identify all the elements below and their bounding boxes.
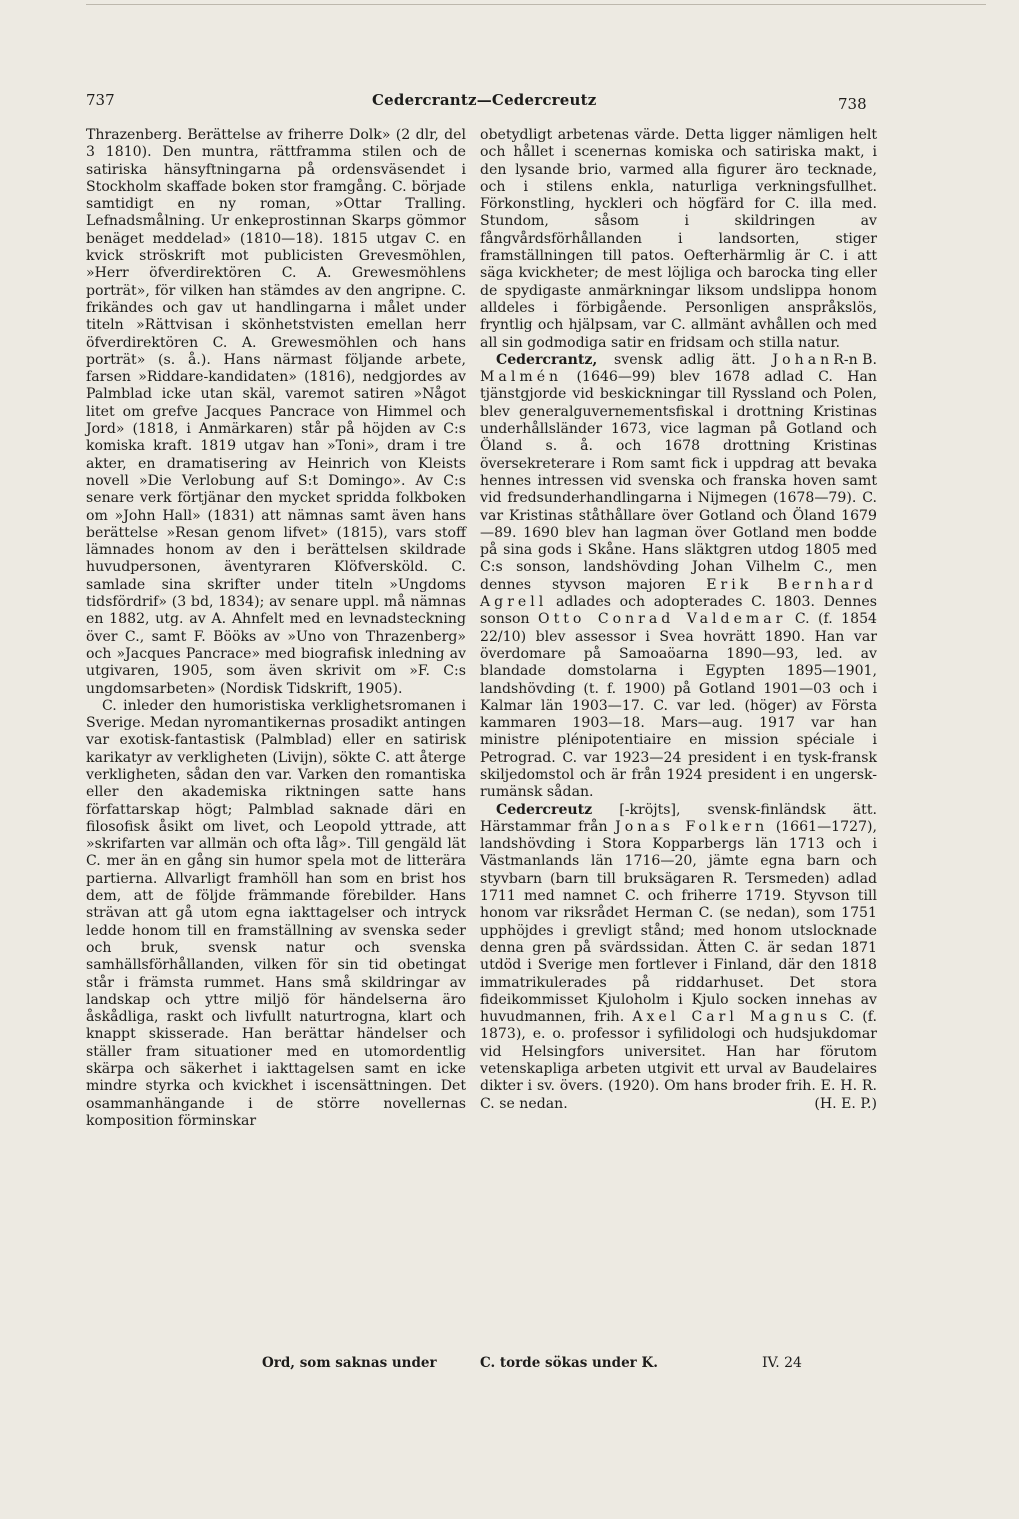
entry-headword: Cedercreutz [496,801,593,818]
person-name: Erik Bernhard Agrell [480,576,877,611]
paragraph: C. inleder den humoristiska verklighetsromanen i Sverige. Medan nyromantikernas prosadikt antingen var exotisk-fantastisk (Palmblad) eller en satirisk karikatyr av verkligheten (Livijn), sökte C. att återge verkligheten, sådan den var. Varken den romantiska eller den akademiska riktningen satte hans författarskap högt; Palmblad saknade däri en filosofisk åsikt om livet, och Leopold yttrade, att »skrifarten var allmän och ofta låg». Till gengäld lät C. mer än en gång sin humor spela mot de litterära partierna. Allvarligt framhöll han som en brist hos dem, att de följde främmande förebilder. Hans strävan att gå utom egna iakttagelser och intryck ledde honom till en framställning av svenska seder och bruk, svensk natur och svenska samhällsförhållanden, vilken för sin tid obetingat står i främsta rummet. Hans små skildringar av landskap och yttre miljö för händelserna äro åskådliga, raskt och livfullt naturtrogna, klart och knappt skisserade. Han berättar händelser och ställer fram situationer med en utomordentlig skärpa och säkerhet i iakttagelsen samt en icke mindre styrka och kvickhet i iscensättningen. Det osammanhängande i de större novellernas komposition förminskar [86,697,466,1129]
person-name: Johan Malmén [480,351,834,386]
running-head: Cedercrantz—Cedercreutz [372,91,597,109]
left-page-number: 737 [86,91,115,109]
entry-text: (1661—1727), landshövding i Stora Kopparbergs län 1713 och i Västmanlands län 1716—20, jämte egna barn och styvbarn (barn till bruksägaren R. Tersmeden) adlad 1711 med namnet C. och friherre 1719. Styvson till honom var riksrådet Herman C. (se nedan), som 1751 upphöjdes i grevligt stånd; med honom utslocknade denna gren på svärdssidan. Ätten C. är sedan 1871 utdöd i Sverige men fortlever i Finland, där den 1818 immatrikulerades på riddarhuset. Det stora fideikommisset Kjuloholm i Kjulo socken innehas av huvudmannen, frih. [480,818,878,1026]
entry-text: [-kröjts], svensk-finländsk ätt. Härstammar från [480,801,877,835]
author-signature: (H. E. P.) [814,1095,877,1112]
top-edge-line [86,4,986,5]
right-page-number: 738 [838,95,867,113]
entry-headword: Cedercrantz, [496,351,598,368]
left-column [86,127,466,1130]
entry-text: C. (f. 1854 22/10) blev assessor i Svea hovrätt 1890. Han var överdomare på Samoaöarna 1890—93, led. av blandade domstolarna i Egypten 1895—1901, landshövding (t. f. 1900) på Gotland 1901—03 och i Kalmar län 1903—17. C. var led. (höger) av Första kammaren 1903—18. Mars—aug. 1917 var han ministre plénipotentiaire en mission spéciale i Petrograd. C. var 1923—24 president i en tysk-fransk skiljedomstol och är från 1924 president i en ungersk-rumänsk sådan. [480,611,878,801]
entry-text: svensk adlig ätt. [614,351,756,368]
paragraph: Thrazenberg. Berättelse av friherre Dolk» (2 dlr, del 3 1810). Den muntra, rättframma stilen och de satiriska hänsyftningarna på ordensväsendet i Stockholm skaffade boken stor framgång. C. började samtidigt en ny roman, »Ottar Tralling. Lefnadsmålning. Ur enkeprostinnan Skarps gömmor benäget meddelad» (1810—18). 1815 utgav C. en kvick ströskrift mot publicisten Grevesmöhlen, »Herr öfverdirektören C. A. Grewesmöhlens porträt», för vilken han stämdes av den angripne. C. frikändes och gav ut handlingarna i målet under titeln »Rättvisan i skönhetstvisten emellan herr öfverdirektören C. A. Grewesmöhlen och hans porträt» (s. å.). Hans närmast följande arbete, farsen »Riddare-kandidaten» (1816), nedgjordes av Palmblad icke utan skäl, varemot satiren »Något litet om grefve Jacques Pancrace von Himmel och Jord» (1818, i Anmärkaren) står på höjden av C:s komiska kraft. 1819 utgav han »Toni», dram i tre akter, en dramatisering av Heinrich von Kleists novell »Die Verlobung auf S:t Domingo». Av C:s senare verk förtjänar den mycket spridda folkboken om »John Hall» (1831) att nämnas samt även hans berättelse »Resan genom lifvet» (1815), vars stoff lämnades honom av den i berättelsen skildrade huvudpersonen, äventyraren Klöfversköld. C. samlade sina skrifter under titeln »Ungdoms tidsfördrif» (3 bd, 1834); av senare uppl. må nämnas en 1882, utg. av A. Ahnfelt med en levnadsteckning över C., samt F. Bööks av »Uno von Thrazenberg» och »Jacques Pancrace» med biografisk inledning av utgivaren, 1905, som även skrivit om »F. C:s ungdomsarbeten» (Nordisk Tidskrift, 1905). [86,127,466,697]
footer-note-right: C. torde sökas under K. [480,1355,658,1371]
entry-cedercreutz [480,802,877,1113]
entry-text: (1646—99) blev 1678 adlad C. Han tjänstgjorde vid beskickningar till Ryssland och Polen, blev generalguvernementsfiskal i drottning Kristinas underhållsländer 1673, vice lagman på Gotland och Öland s. å. och 1678 drottning Kristinas översekreterare i Rom samt fick i uppdrag att bevaka hennes intressen vid svenska och franska hoven samt vid fredsunderhandlingarna i Nijmegen (1678—79). C. var Kristinas ståthållare över Gotland och Öland 1679—89. 1690 blev han lagman över Gotland men bodde på sina gods i Skåne. Hans släktgren utdog 1805 med C:s sonson, landshövding Johan Vilhelm C., men dennes styvson majoren [480,369,877,593]
paragraph-text: obetydligt arbetenas värde. Detta ligger nämligen helt och hållet i scenernas komiska och satiriska makt, i den lysande brio, varmed alla figurer äro tecknade, och i stilens enkla, naturliga verkningsfullhet. Förkonstling, hyckleri och högfärd for C. illa med. Stundom, såsom i skildringen av fångvårdsförhållanden i landsorten, stiger framställningen till patos. Oefterhärmlig är C. i att säga kvickheter; de mest löjliga och barocka ting eller de spydigaste anmärkningar liksom undslippa honom alldeles i förbigående. Personligen anspråkslös, fryntlig och hjälpsam, var C. allmänt avhållen och med all sin godmodiga satir en fridsam och stilla natur. [480,127,877,351]
entry-cedercrantz [480,352,877,802]
footer-note-left: Ord, som saknas under [262,1355,437,1371]
person-name: Jonas Folkern [615,818,769,835]
entry-text: adlades och adopterades C. 1803. Dennes sonson [480,594,878,628]
entry-text: C. (f. 1873), e. o. professor i syfilidologi och hudsjukdomar vid Helsingfors universitet. Han har förutom vetenskapliga arbeten utgivit ett urval av Baudelaires dikter i sv. övers. (1920). Om hans broder frih. E. H. R. C. se nedan. [480,1009,877,1112]
right-column [480,127,877,1113]
person-name: Axel Carl Magnus [632,1009,832,1026]
person-name: Otto Conrad Valdemar [538,611,787,628]
author-signature: R-n B. [833,351,877,368]
signature-mark: IV. 24 [762,1355,802,1371]
